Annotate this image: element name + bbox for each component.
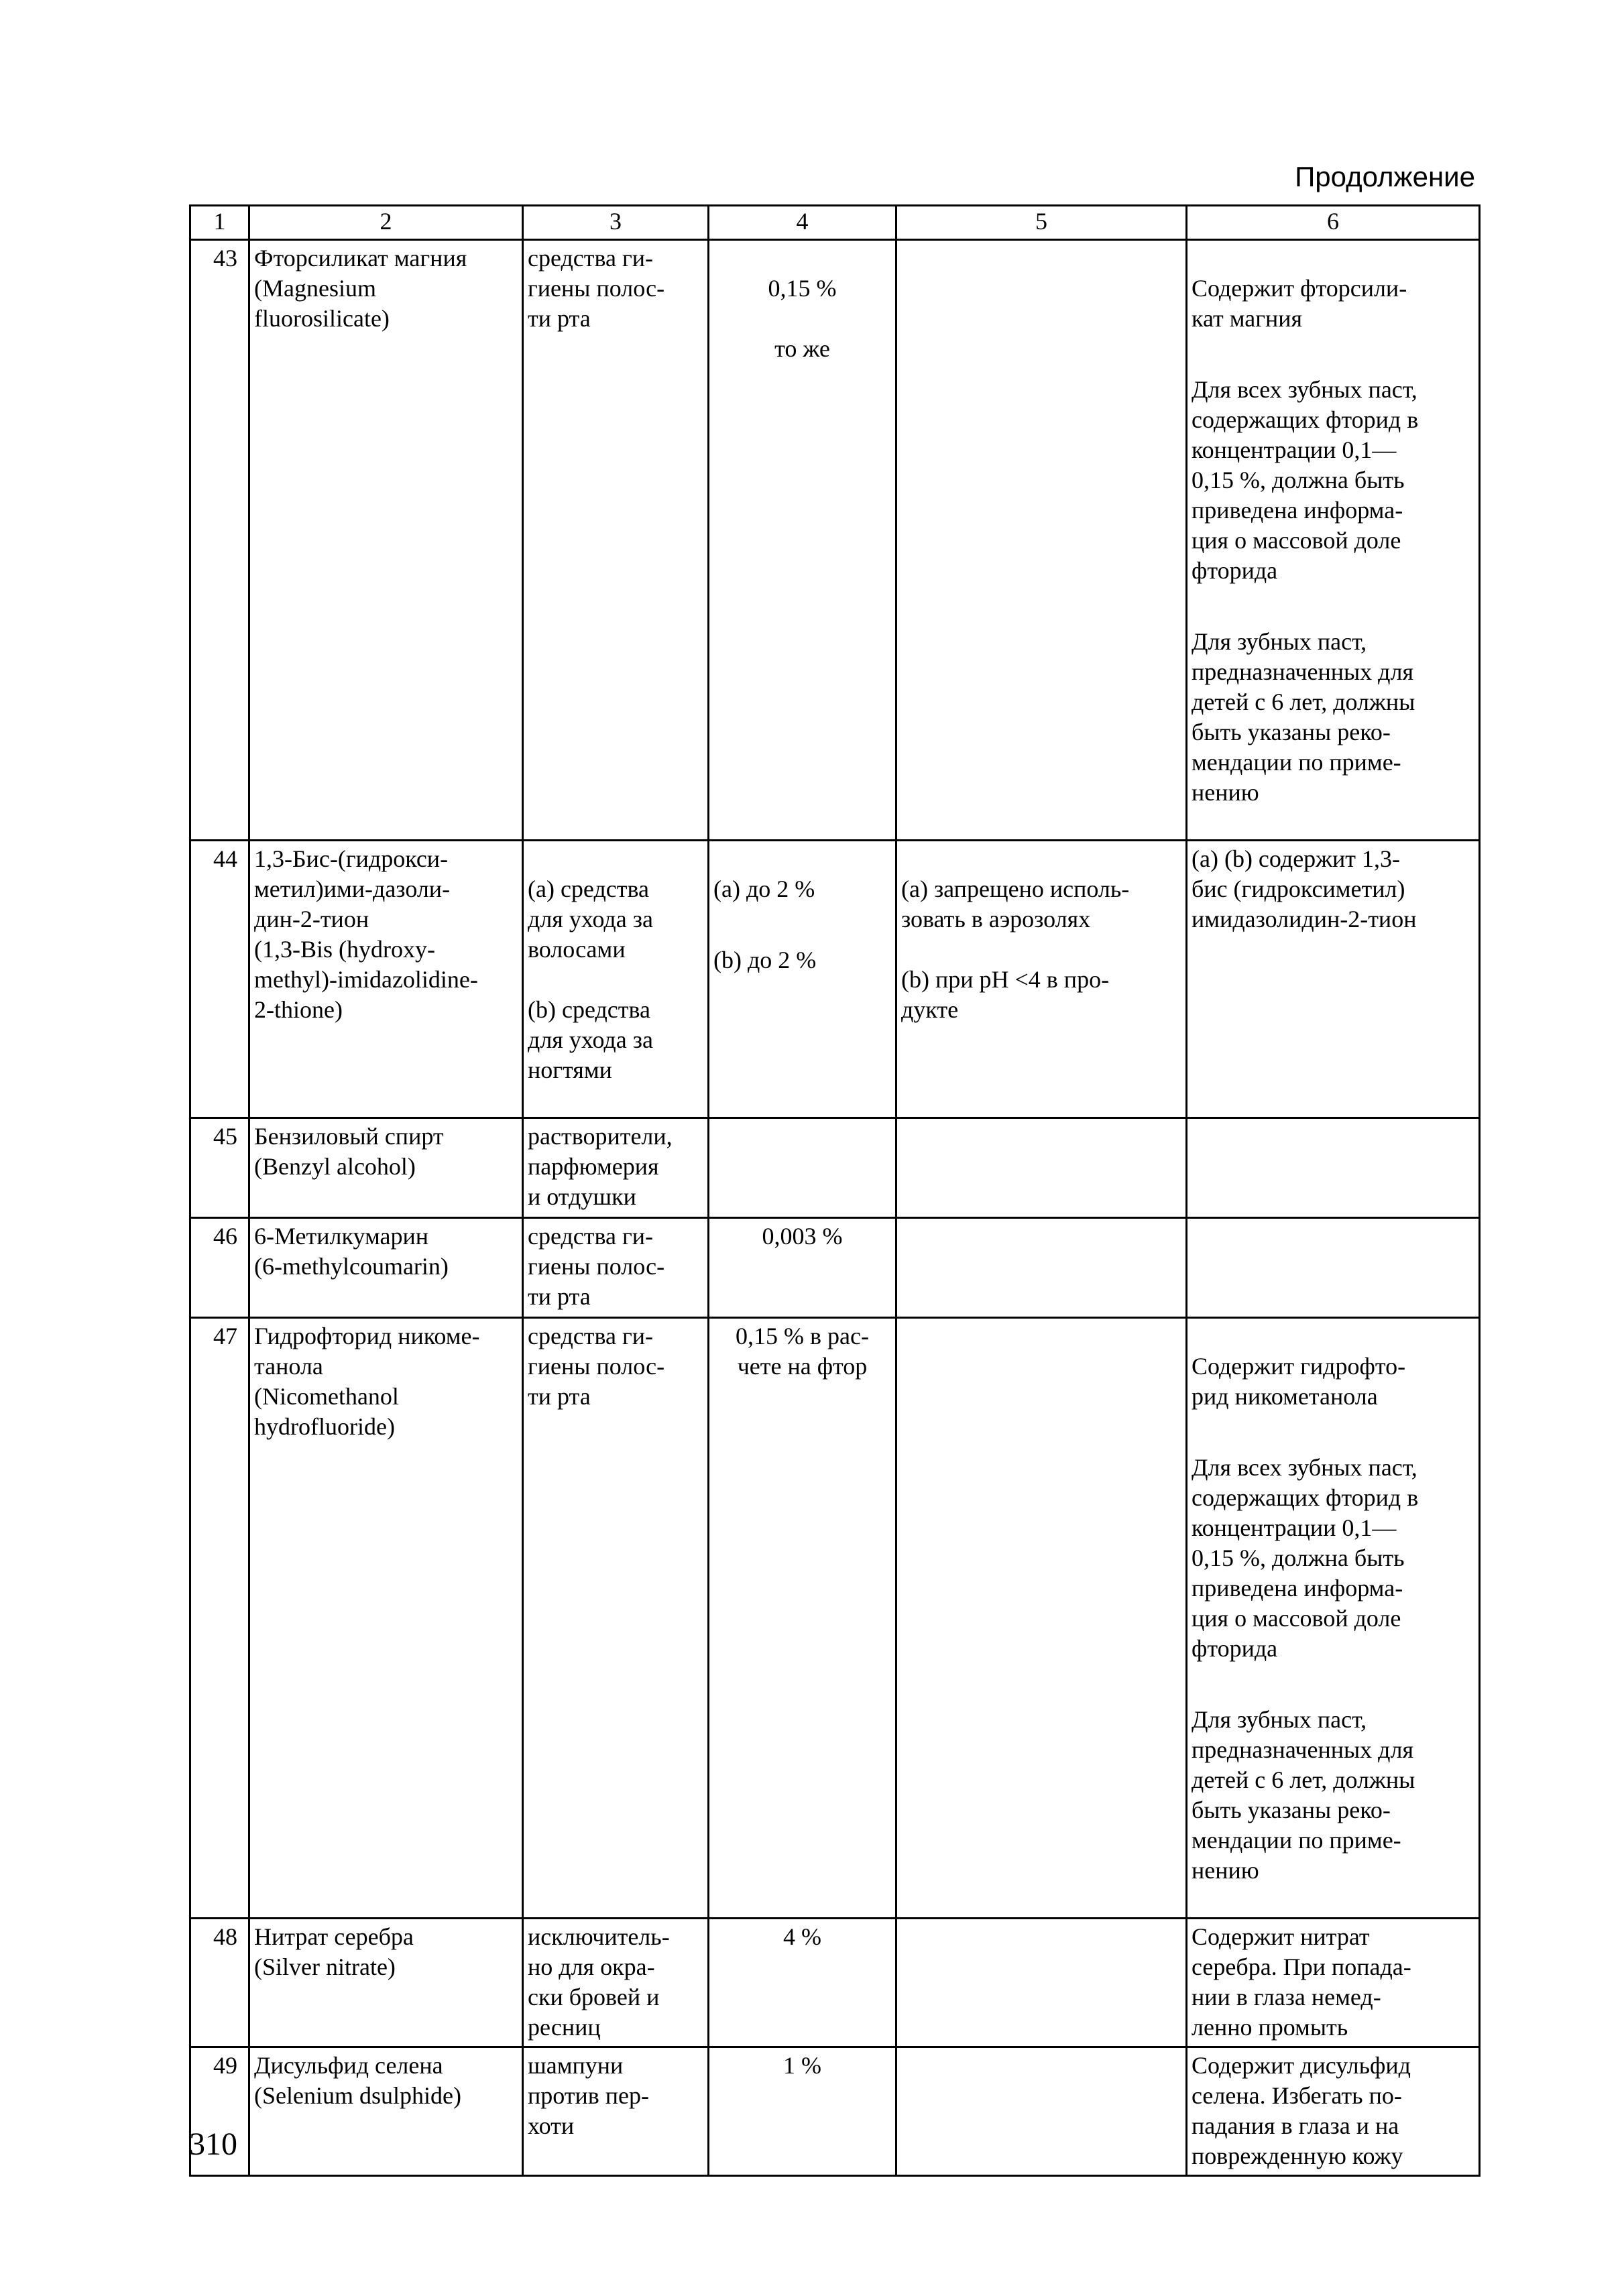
warning-text: Для зубных паст, предназначенных для детей с 6 лет, должны быть указаны реко- мендации по приме- нению [1192, 1706, 1415, 1884]
concentration-value: (b) до 2 % [713, 947, 817, 973]
substance-name: Фторсиликат магния (Magnesium fluorosilicate) [249, 240, 523, 841]
max-concentration: 4 % [709, 1919, 896, 2047]
column-number: 1 [190, 206, 249, 240]
column-number: 3 [523, 206, 709, 240]
restrictions [896, 1919, 1187, 2047]
restrictions [896, 2047, 1187, 2176]
page-number: 310 [189, 2126, 237, 2162]
row-number: 48 [190, 1919, 249, 2047]
product-use: шампуни против пер- хоти [523, 2047, 709, 2176]
concentration-value: 0,15 % [768, 275, 837, 302]
row-number: 45 [190, 1118, 249, 1218]
max-concentration [709, 1118, 896, 1218]
table-row [190, 1318, 1480, 1919]
table-row [190, 1919, 1480, 2047]
row-number: 47 [190, 1318, 249, 1919]
substance-name: 1,3-Бис-(гидрокси- метил)ими-дазоли- дин-2-тион (1,3-Bis (hydroxy- methyl)-imidazolidine- 2-thione) [249, 841, 523, 1118]
substance-name: Нитрат серебра (Silver nitrate) [249, 1919, 523, 2047]
product-use: средства ги- гиены полос- ти рта [523, 1218, 709, 1318]
warnings [1187, 1218, 1480, 1318]
use-item: (a) средства для ухода за волосами [528, 875, 653, 963]
product-use: исключитель- но для окра- ски бровей и ресниц [523, 1919, 709, 2047]
restrictions [896, 1218, 1187, 1318]
warnings [1187, 240, 1480, 841]
row-number: 44 [190, 841, 249, 1118]
warning-text: Содержит гидрофто- рид никометанола [1192, 1353, 1406, 1410]
warning-text: Содержит фторсили- кат магния [1192, 275, 1407, 332]
table-row [190, 841, 1480, 1118]
ingredients-table [189, 204, 1481, 2177]
warning-text: Для всех зубных паст, содержащих фторид в концентрации 0,1— 0,15 %, должна быть приведена информа- ция о массовой доле фторида [1192, 376, 1419, 584]
max-concentration [709, 841, 896, 1118]
column-number: 2 [249, 206, 523, 240]
substance-name: Бензиловый спирт (Benzyl alcohol) [249, 1118, 523, 1218]
max-concentration [709, 240, 896, 841]
restriction-item: (b) при pH <4 в про- дукте [901, 966, 1110, 1023]
table-row [190, 1218, 1480, 1318]
max-concentration: 1 % [709, 2047, 896, 2176]
product-use: средства ги- гиены полос- ти рта [523, 240, 709, 841]
restrictions [896, 1118, 1187, 1218]
row-number: 43 [190, 240, 249, 841]
max-concentration: 0,15 % в рас- чете на фтор [709, 1318, 896, 1919]
warnings [1187, 1318, 1480, 1919]
product-use: средства ги- гиены полос- ти рта [523, 1318, 709, 1919]
warnings: Содержит нитрат серебра. При попада- нии в глаза немед- ленно промыть [1187, 1919, 1480, 2047]
column-number: 6 [1187, 206, 1480, 240]
table-row [190, 2047, 1480, 2176]
column-number: 4 [709, 206, 896, 240]
restrictions [896, 240, 1187, 841]
warning-text: Для зубных паст, предназначенных для детей с 6 лет, должны быть указаны реко- мендации по приме- нению [1192, 628, 1415, 806]
substance-name: Гидрофторид никоме- танола (Nicomethanol hydrofluoride) [249, 1318, 523, 1919]
concentration-value: (a) до 2 % [713, 875, 815, 902]
concentration-note: то же [774, 335, 830, 362]
substance-name: 6-Метилкумарин (6-methylcoumarin) [249, 1218, 523, 1318]
table-row [190, 240, 1480, 841]
substance-name: Дисульфид селена (Selenium dsulphide) [249, 2047, 523, 2176]
max-concentration: 0,003 % [709, 1218, 896, 1318]
product-use: растворители, парфюмерия и отдушки [523, 1118, 709, 1218]
product-use [523, 841, 709, 1118]
restrictions [896, 1318, 1187, 1919]
restrictions [896, 841, 1187, 1118]
warnings [1187, 1118, 1480, 1218]
row-number: 49 [190, 2047, 249, 2176]
continuation-label: Продолжение [1295, 161, 1475, 192]
column-number-row [190, 206, 1480, 240]
warnings: (a) (b) содержит 1,3- бис (гидроксиметил) имидазолидин-2-тион [1187, 841, 1480, 1118]
use-item: (b) средства для ухода за ногтями [528, 996, 653, 1083]
table-row [190, 1118, 1480, 1218]
column-number: 5 [896, 206, 1187, 240]
row-number: 46 [190, 1218, 249, 1318]
warning-text: Для всех зубных паст, содержащих фторид в концентрации 0,1— 0,15 %, должна быть приведена информа- ция о массовой доле фторида [1192, 1454, 1419, 1662]
restriction-item: (a) запрещено исполь- зовать в аэрозолях [901, 875, 1130, 932]
warnings: Содержит дисульфид селена. Избегать по- падания в глаза и на поврежденную кожу [1187, 2047, 1480, 2176]
